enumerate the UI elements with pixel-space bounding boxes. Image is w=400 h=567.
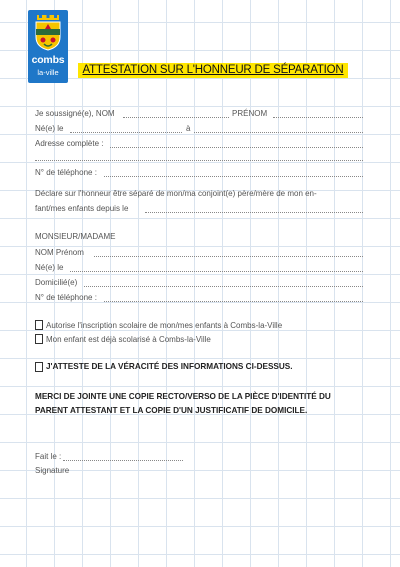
field-other-birth-date[interactable] <box>70 271 363 272</box>
certify-statement: J'ATTESTE DE LA VÉRACITÉ DES INFORMATIONS CI-DESSUS. <box>46 362 293 371</box>
field-prenom[interactable] <box>273 117 363 118</box>
other-parent-heading: MONSIEUR/MADAME <box>35 232 116 241</box>
note-line-1: MERCI DE JOINTE UNE COPIE RECTO/VERSO DE LA PIÈCE D'IDENTITÉ DU <box>35 392 331 401</box>
field-other-name[interactable] <box>94 256 363 257</box>
option-already-enrolled: Mon enfant est déjà scolarisé à Combs-la-Ville <box>46 335 211 344</box>
field-nom[interactable] <box>123 117 229 118</box>
field-other-phone[interactable] <box>104 301 363 302</box>
label-nom: Je soussigné(e), NOM <box>35 109 115 118</box>
field-address[interactable] <box>110 147 363 148</box>
signature-label: Signature <box>35 466 70 475</box>
logo-subname: la-ville <box>37 68 59 77</box>
coat-of-arms-icon <box>34 15 62 51</box>
label-done-at: Fait le : <box>35 452 62 461</box>
field-birth-place[interactable] <box>194 132 363 133</box>
option-authorize-enrollment: Autorise l'inscription scolaire de mon/mes enfants à Combs-la-Ville <box>46 321 283 330</box>
label-prenom: PRÉNOM <box>232 109 268 118</box>
checkbox-already-enrolled[interactable] <box>35 334 43 344</box>
field-phone[interactable] <box>104 176 363 177</box>
declaration-line-1: Déclare sur l'honneur être séparé de mon/ma conjoint(e) père/mère de mon en- <box>35 189 317 198</box>
note-line-2: PARENT ATTESTANT ET LA COPIE D'UN JUSTIFICATIF DE DOMICILE. <box>35 406 308 415</box>
label-born: Né(e) le <box>35 124 64 133</box>
page-title: ATTESTATION SUR L'HONNEUR DE SÉPARATION <box>78 63 348 78</box>
label-other-born: Né(e) le <box>35 263 64 272</box>
label-phone: N° de téléphone : <box>35 168 97 177</box>
declaration-line-2: fant/mes enfants depuis le <box>35 204 129 213</box>
field-birth-date[interactable] <box>70 132 182 133</box>
label-other-domicile: Domicilié(e) <box>35 278 78 287</box>
logo-name: combs <box>31 54 65 66</box>
field-separation-date[interactable] <box>145 212 363 213</box>
label-other-name: NOM Prénom <box>35 248 84 257</box>
field-other-domicile[interactable] <box>84 286 363 287</box>
town-logo <box>28 10 68 83</box>
checkbox-certify[interactable] <box>35 362 43 372</box>
label-born-at: à <box>186 124 191 133</box>
field-address-line-2[interactable] <box>35 160 363 161</box>
label-address: Adresse complète : <box>35 139 104 148</box>
field-done-at[interactable] <box>63 460 183 461</box>
label-other-phone: N° de téléphone : <box>35 293 97 302</box>
checkbox-authorize-enrollment[interactable] <box>35 320 43 330</box>
